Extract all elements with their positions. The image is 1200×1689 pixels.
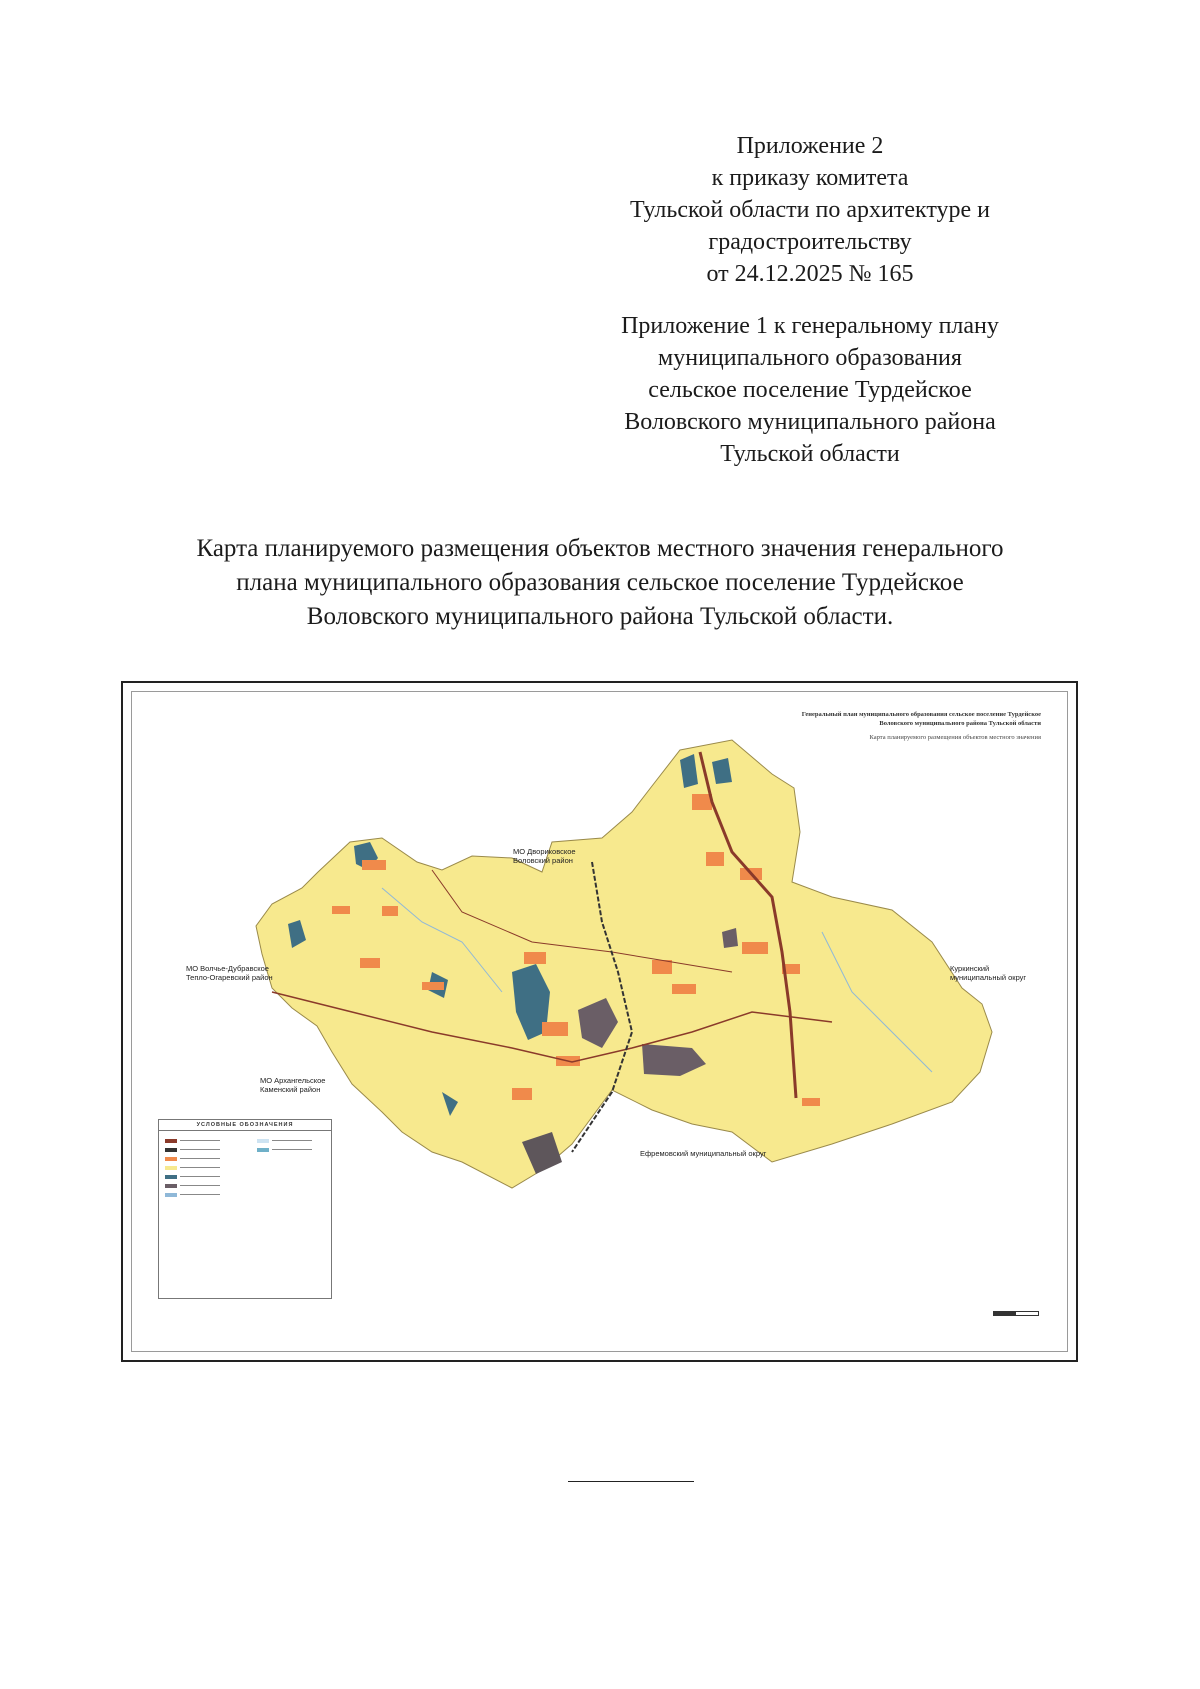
legend-text-placeholder <box>180 1176 220 1177</box>
general-plan-appendix-line: муниципального образования <box>658 345 962 371</box>
legend-text-placeholder <box>180 1185 220 1186</box>
map-title-line: Воловского муниципального района Тульской области. <box>306 603 894 630</box>
map-heading <box>802 710 1041 728</box>
river-swatch <box>165 1193 177 1197</box>
scale-bar <box>993 1311 1039 1321</box>
settlement-swatch <box>165 1157 177 1161</box>
district-label-north <box>513 847 576 865</box>
legend-text-placeholder <box>180 1140 220 1141</box>
district-label-line: МО Архангельское <box>260 1076 326 1085</box>
legend-row <box>165 1181 255 1190</box>
header-line: градостроительству <box>708 229 912 255</box>
district-label-line: Куркинский <box>950 964 990 973</box>
legend-row <box>257 1145 325 1154</box>
header-line: Приложение 2 <box>736 133 884 159</box>
district-label-south <box>640 1149 766 1158</box>
scale-bar-graphic <box>993 1311 1039 1316</box>
district-label-line: Ефремовский муниципальный округ <box>640 1149 767 1158</box>
road-swatch <box>165 1139 177 1143</box>
general-plan-appendix-line: Тульской области <box>720 441 900 467</box>
district-label-east <box>950 964 1026 982</box>
district-label-line: Воловский район <box>513 856 573 865</box>
planning-map <box>121 681 1078 1362</box>
district-label-line: муниципальный округ <box>950 973 1027 982</box>
legend-title: УСЛОВНЫЕ ОБОЗНАЧЕНИЯ <box>159 1120 331 1131</box>
legend-text-placeholder <box>180 1149 220 1150</box>
legend-text-placeholder <box>272 1149 312 1150</box>
appendix-header <box>570 130 1050 470</box>
legend-text-placeholder <box>272 1140 312 1141</box>
district-label-southwest <box>260 1076 325 1094</box>
general-plan-appendix-line: Воловского муниципального района <box>624 409 996 435</box>
legend-row <box>165 1136 255 1145</box>
closing-rule <box>568 1481 694 1482</box>
map-title <box>100 532 1100 634</box>
legend-row <box>257 1136 325 1145</box>
legend-text-placeholder <box>180 1167 220 1168</box>
map-subheading: Карта планируемого размещения объектов местного значения <box>869 734 1041 741</box>
order-date-number: от 24.12.2025 № 165 <box>706 261 914 287</box>
legend-text-placeholder <box>180 1194 220 1195</box>
legend-right-column <box>257 1136 325 1154</box>
map-title-line: Карта планируемого размещения объектов местного значения генерального <box>196 535 1004 562</box>
territory-swatch <box>165 1166 177 1170</box>
district-label-west <box>186 964 273 982</box>
legend-row <box>165 1190 255 1199</box>
general-plan-appendix-line: Приложение 1 к генеральному плану <box>621 313 999 339</box>
map-inner-border <box>131 691 1068 1352</box>
map-heading-line: Генеральный план муниципального образования сельское поселение Турдейское <box>801 711 1041 718</box>
legend-row <box>165 1172 255 1181</box>
forest-swatch <box>165 1175 177 1179</box>
water-body-swatch <box>257 1148 269 1152</box>
map-legend <box>158 1119 332 1299</box>
header-line: к приказу комитета <box>711 165 909 191</box>
district-label-line: МО Двориковское <box>513 847 576 856</box>
rail-swatch <box>165 1148 177 1152</box>
legend-rows <box>165 1136 255 1199</box>
district-label-line: Каменский район <box>260 1085 321 1094</box>
legend-text-placeholder <box>180 1158 220 1159</box>
map-title-line: плана муниципального образования сельское поселение Турдейское <box>236 569 964 596</box>
legend-row <box>165 1154 255 1163</box>
industrial-swatch <box>165 1184 177 1188</box>
legend-row <box>165 1163 255 1172</box>
map-heading-line: Воловского муниципального района Тульской области <box>879 720 1041 727</box>
water-swatch <box>257 1139 269 1143</box>
header-line: Тульской области по архитектуре и <box>630 197 990 223</box>
district-label-line: МО Волчье-Дубравское <box>186 964 269 973</box>
district-label-line: Тепло-Огаревский район <box>186 973 273 982</box>
general-plan-appendix-line: сельское поселение Турдейское <box>648 377 972 403</box>
legend-row <box>165 1145 255 1154</box>
